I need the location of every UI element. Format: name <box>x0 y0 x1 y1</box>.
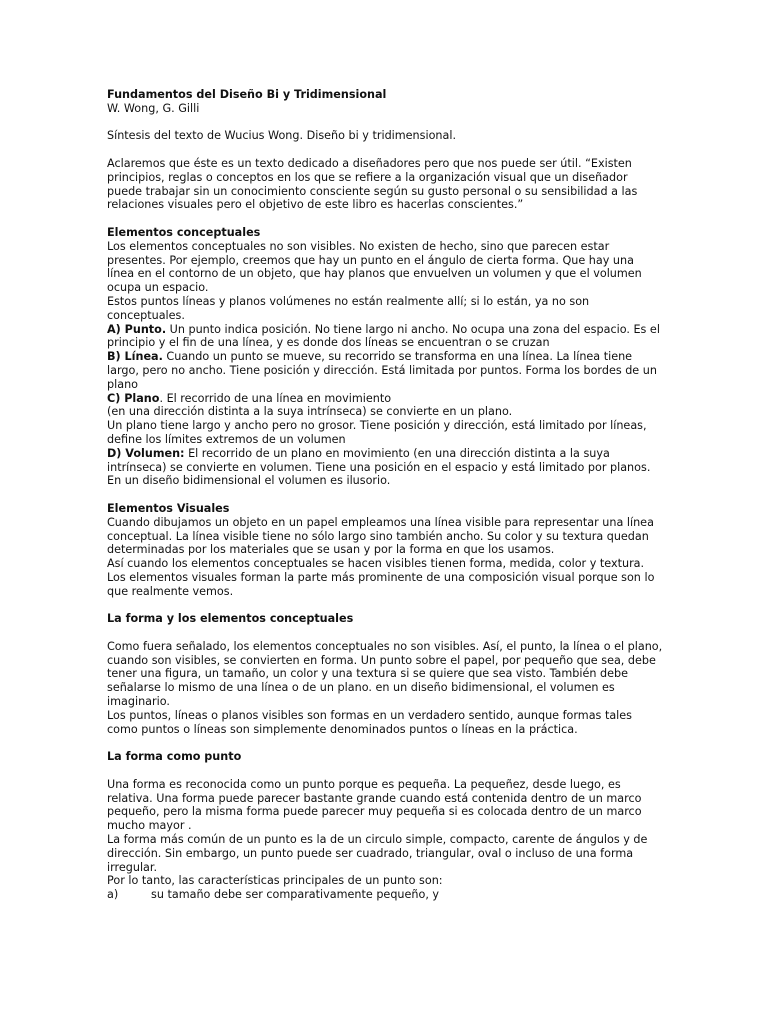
definition-label: C) Plano <box>107 391 160 405</box>
paragraph: Así cuando los elementos conceptuales se hacen visibles tienen forma, medida, color y textura. Los elementos visuales forman la parte más prominente de una composición visual porque son lo que realmente vemos. <box>107 557 655 598</box>
definition-punto <box>107 323 663 351</box>
definition-label: D) Volumen: <box>107 446 185 460</box>
definition-text: Un punto indica posición. No tiene largo ni ancho. No ocupa una zona del espacio. Es el principio y el fin de una línea, y es donde dos líneas se encuentran o se cruzan <box>107 322 660 350</box>
definition-linea <box>107 350 663 391</box>
paragraph: Estos puntos líneas y planos volúmenes no están realmente allí; si lo están, ya no son conceptuales. <box>107 294 590 322</box>
list-marker: a) <box>107 888 119 902</box>
definition-text: El recorrido de un plano en movimiento (en una dirección distinta a la suya intrínseca) se convierte en volumen. Tiene una posición en el espacio y está limitado por planos. En un diseño bidimensional el volumen es ilusorio. <box>107 446 651 488</box>
list-item <box>107 888 663 902</box>
paragraph: Por lo tanto, las características principales de un punto son: <box>107 874 443 888</box>
paragraph: Los puntos, líneas o planos visibles son formas en un verdadero sentido, aunque formas tales como puntos o líneas son simplemente denominados puntos o líneas en la práctica. <box>107 708 633 736</box>
definition-text: . El recorrido de una línea en movimiento <box>159 391 392 405</box>
section-heading-elementos-visuales: Elementos Visuales <box>107 501 230 515</box>
section-heading-forma-como-punto: La forma como punto <box>107 750 242 764</box>
paragraph: Una forma es reconocida como un punto porque es pequeña. La pequeñez, desde luego, es relativa. Una forma puede parecer bastante grande cuando está contenida dentro de un marco pequeño, pero la misma forma puede parecer muy pequeña si es colocada dentro de un marco mucho mayor . <box>107 777 642 833</box>
paragraph: La forma más común de un punto es la de un circulo simple, compacto, carente de ángulos y de dirección. Sin embargo, un punto puede ser cuadrado, triangular, oval o incluso de una forma irregular. <box>107 833 648 874</box>
document-authors: W. Wong, G. Gilli <box>107 101 200 115</box>
document-title: Fundamentos del Diseño Bi y Tridimensional <box>107 88 387 101</box>
paragraph: Como fuera señalado, los elementos conceptuales no son visibles. Así, el punto, la línea o el plano, cuando son visibles, se convierten en forma. Un punto sobre el papel, por pequeño que sea, debe tener una figura, un tamaño, un color y una textura si se quiere que sea visto. También debe señalarse lo mismo de una línea o de un plano. en un diseño bidimensional, el volumen es imaginario. <box>107 639 663 709</box>
definition-label: A) Punto. <box>107 322 167 336</box>
definition-text: Cuando un punto se mueve, su recorrido se transforma en una línea. La línea tiene largo, pero no ancho. Tiene posición y dirección. Está limitada por puntos. Forma los bordes de un plano <box>107 350 657 391</box>
section-heading-elementos-conceptuales: Elementos conceptuales <box>107 225 261 239</box>
section-heading-forma-elementos-conceptuales: La forma y los elementos conceptuales <box>107 612 354 626</box>
definition-volumen <box>107 447 663 488</box>
intro-paragraph: Aclaremos que éste es un texto dedicado a diseñadores pero que nos puede ser útil. “Existen principios, reglas o conceptos en los que se refiere a la organización visual que un diseñador puede trabajar sin un conocimiento consciente según su gusto personal o su sensibilidad a las relaciones visuales pero el objetivo de este libro es hacerlas conscientes.” <box>107 156 638 212</box>
paragraph: Cuando dibujamos un objeto en un papel empleamos una línea visible para representar una línea conceptual. La línea visible tiene no sólo largo sino también ancho. Su color y su textura quedan determinadas por los materiales que se usan y por la forma en que los usamos. <box>107 515 654 557</box>
definition-label: B) Línea. <box>107 350 163 364</box>
document-page <box>107 88 663 902</box>
paragraph: (en una dirección distinta a la suya intrínseca) se convierte en un plano. <box>107 405 513 419</box>
paragraph: Un plano tiene largo y ancho pero no grosor. Tiene posición y dirección, está limitado por líneas, define los límites extremos de un volumen <box>107 419 647 446</box>
definition-plano <box>107 392 663 406</box>
list-item-text: su tamaño debe ser comparativamente pequeño, y <box>151 888 440 902</box>
paragraph: Los elementos conceptuales no son visibles. No existen de hecho, sino que parecen estar presentes. Por ejemplo, creemos que hay un punto en el ángulo de cierta forma. Que hay una línea en el contorno de un objeto, que hay planos que envuelven un volumen y que el volumen ocupa un espacio. <box>107 239 642 295</box>
synopsis-line: Síntesis del texto de Wucius Wong. Diseño bi y tridimensional. <box>107 129 457 143</box>
